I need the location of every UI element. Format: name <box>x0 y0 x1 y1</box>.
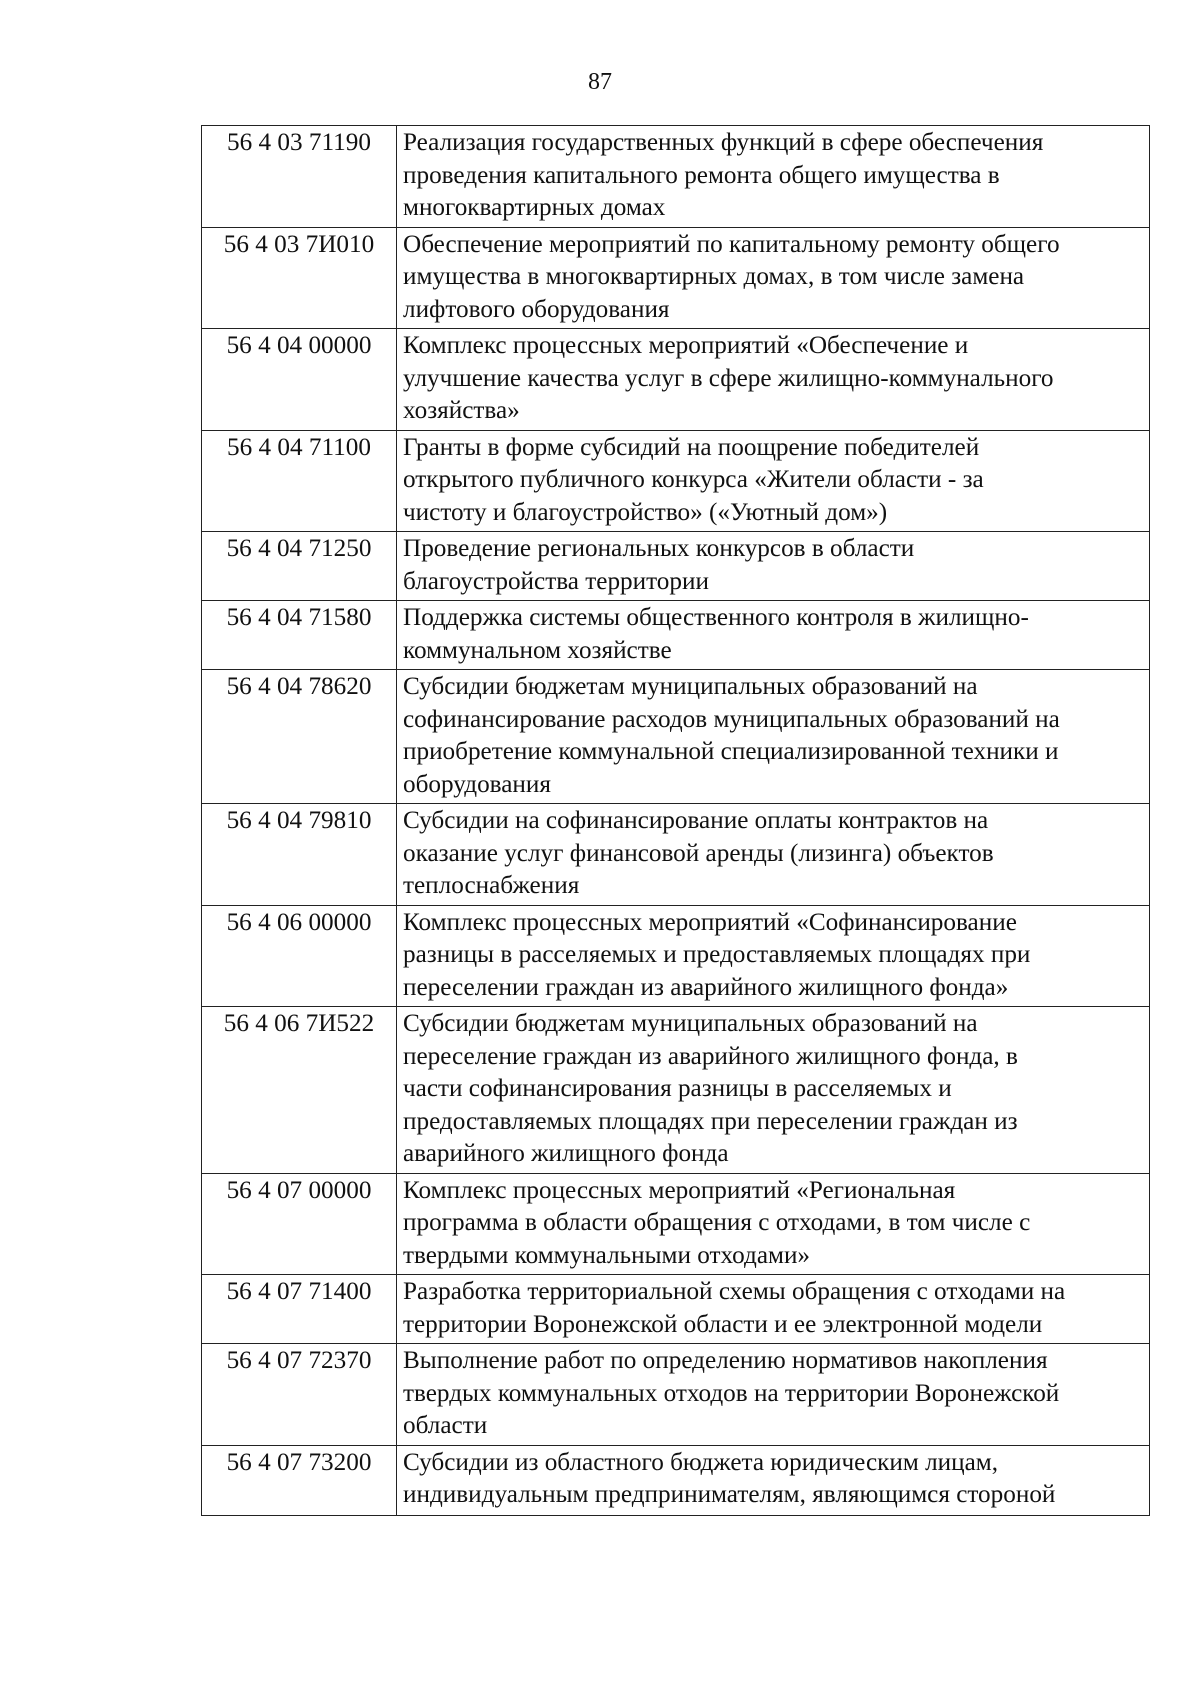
description-line: имущества в многоквартирных домах, в том числе замена <box>403 263 1025 290</box>
description-line: Проведение региональных конкурсов в области <box>403 535 915 562</box>
description-line: софинансирование расходов муниципальных образований на <box>403 705 1060 733</box>
description-line: Комплекс процессных мероприятий «Обеспечение и <box>403 332 969 359</box>
table-row <box>202 532 1150 601</box>
description-line: индивидуальным предпринимателям, являющимся стороной <box>403 1481 1056 1508</box>
classification-code: 56 4 07 73200 <box>202 1445 397 1515</box>
table-row <box>202 329 1150 431</box>
expense-description <box>397 1344 1150 1446</box>
description-line: Поддержка системы общественного контроля в жилищно- <box>403 604 1029 631</box>
description-line: оборудования <box>403 770 551 798</box>
description-line: приобретение коммунальной специализированной техники и <box>403 738 1059 765</box>
description-line: Обеспечение мероприятий по капитальному ремонту общего <box>403 230 1060 258</box>
expense-description <box>397 1445 1150 1515</box>
description-line: благоустройства территории <box>403 567 709 595</box>
expense-description <box>397 1275 1150 1344</box>
description-line: оказание услуг финансовой аренды (лизинга) объектов <box>403 839 994 867</box>
table-row <box>202 227 1150 329</box>
expense-description <box>397 430 1150 532</box>
table-row <box>202 1344 1150 1446</box>
classification-code: 56 4 03 71190 <box>202 126 397 228</box>
classification-code: 56 4 06 7И522 <box>202 1007 397 1174</box>
description-line: открытого публичного конкурса «Жители области - за <box>403 466 984 493</box>
description-line: Комплекс процессных мероприятий «Региональная <box>403 1176 956 1204</box>
classification-code: 56 4 03 7И010 <box>202 227 397 329</box>
description-line: части софинансирования разницы в расселяемых и <box>403 1075 952 1102</box>
description-line: разницы в расселяемых и предоставляемых площадях при <box>403 941 1031 968</box>
description-line: твердыми коммунальными отходами» <box>403 1241 811 1269</box>
table-body <box>202 126 1150 1516</box>
description-line: Субсидии бюджетам муниципальных образований на <box>403 1010 978 1037</box>
description-line: Гранты в форме субсидий на поощрение победителей <box>403 433 980 461</box>
table-row <box>202 670 1150 804</box>
expense-description <box>397 329 1150 431</box>
classification-code: 56 4 04 71250 <box>202 532 397 601</box>
description-line: чистоту и благоустройство» («Уютный дом») <box>403 498 888 526</box>
description-line: теплоснабжения <box>403 872 580 899</box>
classification-code: 56 4 04 71100 <box>202 430 397 532</box>
classification-code: 56 4 06 00000 <box>202 905 397 1007</box>
description-line: переселении граждан из аварийного жилищного фонда» <box>403 973 1009 1001</box>
table-row <box>202 126 1150 228</box>
expense-description <box>397 1007 1150 1174</box>
classification-code: 56 4 07 00000 <box>202 1173 397 1275</box>
table-row <box>202 1445 1150 1515</box>
description-line: твердых коммунальных отходов на территории Воронежской <box>403 1379 1060 1407</box>
description-line: лифтового оборудования <box>403 295 670 323</box>
description-line: улучшение качества услуг в сфере жилищно-коммунального <box>403 364 1054 392</box>
description-line: многоквартирных домах <box>403 194 666 221</box>
description-line: проведения капитального ремонта общего имущества в <box>403 161 1000 189</box>
classification-code: 56 4 04 71580 <box>202 601 397 670</box>
description-line: предоставляемых площадях при переселении граждан из <box>403 1107 1018 1135</box>
page-number: 87 <box>588 69 612 95</box>
description-line: Субсидии на софинансирование оплаты контрактов на <box>403 807 989 834</box>
table-row <box>202 430 1150 532</box>
table-row <box>202 1173 1150 1275</box>
description-line: переселение граждан из аварийного жилищного фонда, в <box>403 1042 1018 1070</box>
classification-code: 56 4 04 78620 <box>202 670 397 804</box>
classification-code: 56 4 04 00000 <box>202 329 397 431</box>
description-line: Выполнение работ по определению нормативов накопления <box>403 1347 1048 1374</box>
expense-description <box>397 905 1150 1007</box>
description-line: территории Воронежской области и ее электронной модели <box>403 1310 1043 1338</box>
expense-description <box>397 670 1150 804</box>
description-line: области <box>403 1412 488 1439</box>
description-line: аварийного жилищного фонда <box>403 1140 729 1167</box>
classification-code: 56 4 07 71400 <box>202 1275 397 1344</box>
table-row <box>202 905 1150 1007</box>
description-line: Комплекс процессных мероприятий «Софинансирование <box>403 908 1017 936</box>
description-line: хозяйства» <box>403 397 520 424</box>
expense-description <box>397 601 1150 670</box>
description-line: Реализация государственных функций в сфере обеспечения <box>403 129 1044 156</box>
classification-code: 56 4 04 79810 <box>202 804 397 906</box>
description-line: Субсидии из областного бюджета юридическим лицам, <box>403 1448 999 1476</box>
expense-description <box>397 227 1150 329</box>
description-line: Субсидии бюджетам муниципальных образований на <box>403 673 978 700</box>
table-row <box>202 601 1150 670</box>
description-line: коммунальном хозяйстве <box>403 636 672 664</box>
expense-description <box>397 532 1150 601</box>
description-line: программа в области обращения с отходами, в том числе с <box>403 1209 1031 1236</box>
expense-description <box>397 804 1150 906</box>
classification-code: 56 4 07 72370 <box>202 1344 397 1446</box>
description-line: Разработка территориальной схемы обращения с отходами на <box>403 1278 1066 1305</box>
expense-description <box>397 1173 1150 1275</box>
table-row <box>202 1275 1150 1344</box>
budget-code-table <box>201 125 1150 1516</box>
expense-description <box>397 126 1150 228</box>
table-row <box>202 804 1150 906</box>
table-row <box>202 1007 1150 1174</box>
